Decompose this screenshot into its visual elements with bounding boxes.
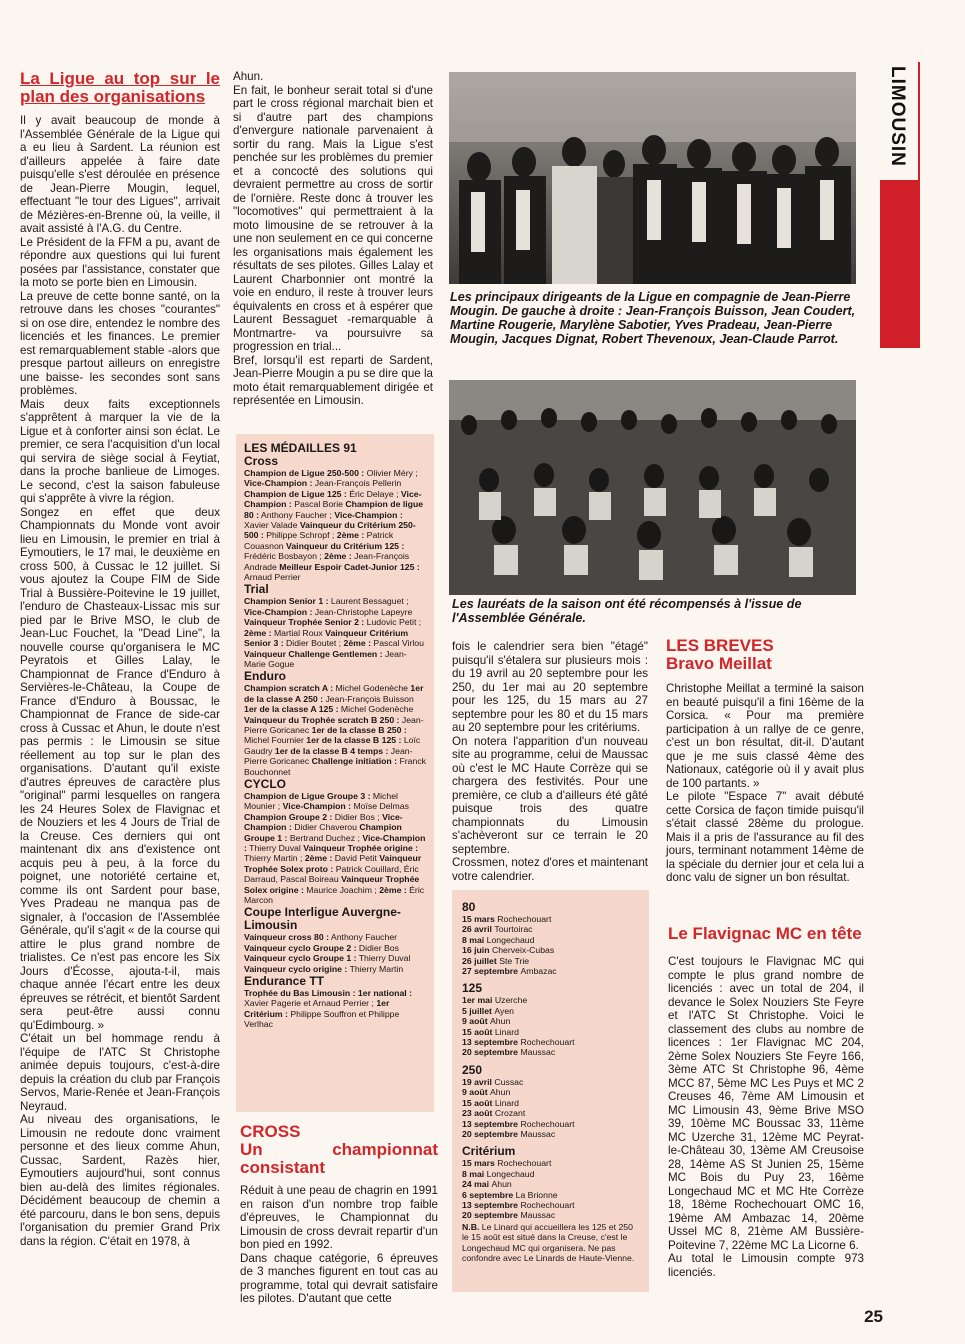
medal-winner: Ludovic Petit ; <box>364 617 422 628</box>
calendar-place: Rochechouart <box>497 1158 552 1169</box>
calendar-row <box>462 1087 640 1097</box>
medal-winner: Anthony Faucher <box>328 932 398 943</box>
medal-award: Vainqueur Challenge Gentlemen : <box>244 648 383 659</box>
medal-winner: Thierry Martin <box>347 963 404 974</box>
calendar-date: 6 septembre <box>462 1189 516 1200</box>
calendar-heading: Critérium <box>462 1144 516 1159</box>
medal-award: 2ème : <box>304 853 333 864</box>
medal-award: Vainqueur Trophée Senior 2 : <box>244 617 365 628</box>
medal-winner: Xavier Valade <box>244 520 300 531</box>
medal-award: Vainqueur du Trophée scratch B 250 : <box>244 714 400 725</box>
calendar-row <box>462 1037 640 1047</box>
medal-winner: Jean-Pierre Goricanec <box>244 745 413 767</box>
calendar-place: Ayen <box>494 1005 515 1016</box>
medal-winner: Jean-Christophe Lapeyre <box>312 606 413 617</box>
calendar-date: 13 septembre <box>462 1118 521 1129</box>
calendar-heading: 125 <box>462 981 483 996</box>
medal-winner: Jean-François Pellerin <box>312 478 402 489</box>
calendar-row <box>462 1200 640 1210</box>
medal-winner: Patrick Couillard, Éric Darraud, Pascal Boireau <box>244 863 419 885</box>
medal-winner: David Petit <box>332 853 380 864</box>
medal-winner: Maurice Joachim ; <box>303 884 380 895</box>
medal-award: Champion Groupe 2 : <box>244 811 333 822</box>
medal-winner: Jean-François Andrade <box>244 551 410 572</box>
calendar-row <box>462 1098 640 1108</box>
medal-award: Vice-Champion : <box>244 832 426 853</box>
calendar-row <box>462 935 640 945</box>
medal-award: 1er de la classe B 4 temps : <box>274 745 389 756</box>
section-label-text: LIMOUSIN <box>887 66 908 167</box>
calendar-place: Crozant <box>494 1108 526 1119</box>
article-col1 <box>20 70 220 1248</box>
photo-laureates-image <box>449 380 856 595</box>
medal-award: Vainqueur cross 80 : <box>244 932 329 943</box>
calendar-date: 15 août <box>462 1026 495 1037</box>
medal-winner: Thierry Duval <box>246 843 304 853</box>
calendar-row <box>462 1129 640 1139</box>
calendar-date: 26 avril <box>462 924 495 935</box>
calendar-date: 15 mars <box>462 1158 498 1169</box>
medals-section-body <box>244 683 426 777</box>
photo-officials <box>449 72 856 284</box>
calendar-place: Maussac <box>520 1128 556 1139</box>
medals-section-heading: Cross <box>244 454 279 468</box>
calendar-date: 9 août <box>462 1087 490 1098</box>
article-col3-body <box>452 640 648 883</box>
col3-paragraph: fois le calendrier sera bien "étagé" puisqu'il s'étalera sur plusieurs mois : du 19 avril au 20 septembre pour les 250, du 1er mai au 20 septembre pour les 125, du 15 mars au 27 septembre pour les 80 et du 15 mars au 20 septembre pour les critériums. <box>452 640 648 734</box>
cross-kicker: CROSS <box>240 1122 301 1141</box>
medal-award: Champion de Ligue 250-500 : <box>244 468 365 478</box>
article-col3 <box>452 640 648 883</box>
article-title: La Ligue au top sur le plan des organisations <box>20 69 220 106</box>
breves-kicker: LES BREVES <box>666 636 774 655</box>
medals-section-heading: Coupe Interligue Auvergne-Limousin <box>244 905 401 933</box>
medal-winner: Jean-Marie Gogue <box>244 648 407 669</box>
calendar-place: Ambazac <box>520 966 557 977</box>
medal-award: Vainqueur du Critérium 250-500 : <box>244 520 416 541</box>
calendar-place: Longechaud <box>486 1168 535 1179</box>
medal-award: Vainqueur Trophée Solex origine : <box>244 874 420 895</box>
medal-award: 2ème : <box>379 884 407 895</box>
medal-award: Trophée du Bas Limousin : <box>244 988 356 999</box>
calendar-date: 19 avril <box>462 1076 495 1087</box>
medal-winner: Pascal Virlou <box>371 638 424 649</box>
col1-paragraph: Songez en effet que deux Championnats du Monde vont avoir lieu en Limousin, le premier en trial à Eymoutiers, le 17 mai, le deuxième en cross 500, à Cussac le 12 juillet. Si vous ajoutez la Coupe FIM de Side Trial à Bussière-Poitevine le 19 juillet, l'enduro de Chasteaux-Lissac mis sur pied par le Brive MSO, le club de Jean-Luc Fouchet, la "Dead Line", la nouvelle course qu'organisera le MC Peyratois et Gilles Lalay, le Championnat de France d'Enduro à Servières-le-Château, la Coupe de France d'Enduro à Boussac, le Championnat de France de side-car cross à Cussac et Ahun, le doute n'est pas permis : le Limousin se situe réellement au top sur le plan des organisations. D'autant qu'il existe d'autres épreuves de caractère plus "original" parmi lesquelles on rangera les 24 Heures Solex de Flavignac et de Nouziers et les 4 Jours de Trial de la Creuse. Ces derniers qui ont maintenant dix ans d'existence ont acquis peu à peu, à la force du poignet, une notoriété certaine et, comme ils ont Sardent pour base, Yves Pradeau ne manqua pas de signaler, à l'occasion de l'Assemblée Générale, qu'il s'agit « de la course qui attire le plus grand nombre de trialistes. Ce n'est pas encore les Six Jours d'Écosse, ajouta-t-il, mais chaque année l'écart entre les deux épreuves se rétrécit, et bientôt Sardent sera peut-être aussi connu qu'Edimbourg. » <box>20 505 220 1032</box>
medal-winner: Laurent Bessaguet ; <box>328 596 409 607</box>
col3-paragraph: Crossmen, notez d'ores et maintenant votre calendrier. <box>452 856 648 883</box>
medals-section-heading: CYCLO <box>244 776 286 791</box>
col1-paragraph: La preuve de cette bonne santé, on la retrouve dans les choses "courantes" si on ose dire, entendez le nombre des licenciés et les finances. Le premier est remarquablement stable -alors que presque partout ailleurs on enregistre une baisse- les secondes sont sans problèmes. <box>20 289 220 397</box>
calendar-place: Ahun <box>490 1016 511 1027</box>
calendar-box <box>452 890 649 1292</box>
medal-award: Vice-Champion : <box>244 606 313 617</box>
calendar-place: Maussac <box>520 1210 556 1221</box>
calendar-date: 15 août <box>462 1097 495 1108</box>
medal-award: Champion Senior 1 : <box>244 596 329 607</box>
medal-winner: Philippe Souffron et Philippe Verlhac <box>244 1008 400 1030</box>
photo-laureates <box>449 380 856 595</box>
calendar-row <box>462 1119 640 1129</box>
medal-award: Challenge initiation : <box>311 756 398 767</box>
photo-laureates-caption: Les lauréats de la saison ont été récompensés à l'issue de l'Assemblée Générale. <box>452 597 802 625</box>
medal-winner: Didier Boutet ; <box>283 638 344 649</box>
medal-award: Vainqueur du Critérium 125 : <box>286 540 405 551</box>
medal-winner: Olivier Méry ; <box>364 468 418 478</box>
medals-box <box>236 434 434 1112</box>
calendar-place: Ahun <box>491 1179 512 1190</box>
calendar-date: 15 mars <box>462 914 498 924</box>
medal-award: Champion de ligue 80 : <box>244 499 424 520</box>
calendar-note-label: N.B. <box>462 1221 480 1232</box>
medal-award: Champion de Ligue 125 : <box>244 488 347 499</box>
medal-winner: Didier Chaverou <box>291 822 360 833</box>
calendar-place: Rochechouart <box>497 914 552 924</box>
medal-award: Champion Groupe 1 : <box>244 822 402 843</box>
calendar-place: Rochechouart <box>520 1118 575 1129</box>
medal-award: Vice-Champion : <box>334 509 403 520</box>
col3-paragraph: On notera l'apparition d'un nouveau site au programme, celui de Maussac où c'est le MC Haute Corrèze qui se chargera des festivités. Pour une première, ce club a d'ailleurs été gâté puisque trois des quatre championnats du Limousin s'achèveront sur ce terrain le 20 septembre. <box>452 734 648 856</box>
breves-title: Bravo Meillat <box>666 654 772 673</box>
calendar-heading: 250 <box>462 1062 483 1077</box>
calendar-date: 24 mai <box>462 1179 492 1190</box>
medal-award: Vice-Champion : <box>244 811 403 833</box>
calendar-row <box>462 1179 640 1189</box>
medal-winner: Jean-François Buisson <box>323 693 414 704</box>
calendar-row <box>462 1210 640 1220</box>
medal-award: Vainqueur Trophée origine : <box>303 843 419 853</box>
medal-award: 1er de la classe B 125 : <box>306 735 402 746</box>
calendar-place: Cussac <box>494 1076 524 1087</box>
medals-section-heading: Trial <box>244 582 269 597</box>
calendar-list <box>452 890 649 1263</box>
medal-award: 2ème : <box>336 530 365 541</box>
col1-paragraph: C'était un bel hommage rendu à l'équipe de l'ATC St Christophe animée depuis toujours, c'est-à-dire depuis la création du club par François Servos, Marie-Renée et Jean-François Neyraud. <box>20 1032 220 1113</box>
calendar-place: Uzerche <box>494 995 528 1006</box>
medals-section-body <box>244 791 426 905</box>
calendar-date: 8 mai <box>462 934 487 945</box>
calendar-row <box>462 1169 640 1179</box>
medal-winner: Bertrand Duchez ; <box>287 832 363 843</box>
calendar-row <box>462 995 640 1005</box>
flavignac-paragraph: Au total le Limousin compte 973 licenciés. <box>668 1252 864 1279</box>
calendar-row <box>462 1047 640 1057</box>
col1-paragraph: Le Président de la FFM a pu, avant de répondre aux questions qui lui furent posées par l'assistance, constater que la moto se porte bien en Limousin. <box>20 235 220 289</box>
medal-award: Vainqueur cyclo origine : <box>244 963 348 974</box>
medal-winner: Anthony Faucher ; <box>258 509 335 520</box>
col2-paragraph: En fait, le bonheur serait total si d'une part le cross régional marchait bien et si d'autre part des champions d'envergure nationale parvenaient à sortir du rang. Mais la Ligue s'est penchée sur les problèmes du premier et a concocté des solutions qui devraient permettre au cross de sortir de l'ornière. Reste donc à trouver les "locomotives" qui permettraient à la moto limousine de se retrouver à la une non seulement en ce qui concerne les organisations mais également les résultats de ses pilotes. Gilles Lalay et Laurent Charbonnier ont montré la voie en enduro, il reste à trouver leurs équivalents en cross et à espérer que Laurent Bessaguet -remarquable à Montmartre- va poursuivre sa progression en trial... <box>233 83 433 353</box>
medal-award: Vainqueur Critérium Senior 3 : <box>244 627 409 649</box>
medal-award: 1er Critérium : <box>244 998 390 1019</box>
calendar-date: 5 juillet <box>462 1005 495 1016</box>
medal-winner: Frédéric Bosbayon ; <box>244 551 325 562</box>
calendar-row <box>462 966 640 976</box>
cross-paragraph: Réduit à une peau de chagrin en 1991 en raison d'un nombre trop faible d'épreuves, le Championnat du Limousin de cross devrait repartir d'un bon pied en 1992. <box>240 1184 438 1251</box>
breves-paragraph: Christophe Meillat a terminé la saison en beauté puisqu'il a fini 16ème de la Corsica. « Pour ma première participation à un rallye de ce genre, c'est un bon résultat, dit-il. D'autant que je me suis classé 4ème des Nationaux, catégorie où il y avait plus de 100 partants. » <box>666 682 864 790</box>
calendar-place: Maussac <box>520 1047 556 1058</box>
medal-winner: Jean-Pierre Goricanec <box>244 714 424 735</box>
cross-body <box>240 1184 438 1306</box>
medal-award: 2ème : <box>244 627 272 638</box>
calendar-place: Tourtoirac <box>494 924 533 935</box>
calendar-date: 20 septembre <box>462 1047 521 1058</box>
calendar-date: 20 septembre <box>462 1210 521 1221</box>
photo-officials-image <box>449 72 856 284</box>
medal-award: Vainqueur cyclo Groupe 1 : <box>244 953 357 964</box>
medal-award: 1er de la classe A 250 : <box>244 683 424 704</box>
medals-section-body <box>244 468 426 582</box>
medal-winner: Didier Bos <box>356 942 399 953</box>
medals-section-body <box>244 596 426 669</box>
medal-award: Vice-Champion : <box>244 488 422 510</box>
medal-winner: Michel Godenèche <box>333 683 411 694</box>
calendar-heading: 80 <box>462 900 476 914</box>
calendar-place: Ahun <box>490 1087 511 1098</box>
medal-award: 1er de la classe B 250 : <box>311 724 407 735</box>
calendar-row <box>462 1077 640 1087</box>
cross-title: Un championnat consistant <box>240 1140 438 1177</box>
flavignac-title: Le Flavignac MC en tête <box>668 924 862 943</box>
calendar-row <box>462 924 640 934</box>
calendar-date: 1er mai <box>462 995 495 1006</box>
medal-winner: Éric Delaye ; <box>346 488 401 499</box>
cross-article <box>240 1123 438 1306</box>
photo-officials-caption: Les principaux dirigeants de la Ligue en compagnie de Jean-Pierre Mougin. De gauche à droite : Jean-François Buisson, Jean Coudert, Martine Rougerie, Marylène Sabotier, Yves Pradeau, Jean-Pierre Mougin, Jacques Dignat, Robert Thevenoux, Jean-Claude Parrot. <box>450 290 856 346</box>
medals-section-body <box>244 932 426 974</box>
medal-award: 2ème : <box>343 638 372 649</box>
calendar-note <box>462 1222 640 1264</box>
medal-winner: Michel Godenèche <box>338 704 414 715</box>
medal-award: Vice-Champion : <box>282 801 352 812</box>
flavignac-article <box>668 925 864 1279</box>
medal-winner: Xavier Pagerie et Arnaud Perrier ; <box>244 998 377 1009</box>
medal-winner: Didier Bos ; <box>332 811 383 822</box>
medal-award: Vice-Champion : <box>244 478 313 489</box>
calendar-row <box>462 1006 640 1016</box>
col1-paragraph: Il y avait beaucoup de monde à l'Assemblée Générale de la Ligue qui a eu lieu à Sardent. La réunion est d'ailleurs appelée à faire date puisqu'elle s'est déroulée en présence de Jean-Pierre Mougin, lequel, effectuant "le tour des Ligues", arrivait de Mézières-en-Brenne où, la veille, il avait assisté à l'A.G. du Centre. <box>20 114 220 235</box>
medal-winner: Michel Mounier ; <box>244 790 398 812</box>
col1-paragraph: Au niveau des organisations, le Limousin ne redoute donc vraiment personne et des lieux comme Ahun, Cussac, Sardent, Razès hier, Eymoutiers aujourd'hui, sont connus bien au-delà des limites régionales. Décidément beaucoup de chemin a été parcouru, dans le bon sens, depuis l'organisation du premier Grand Prix dans la région. C'était en 1978, à <box>20 1113 220 1248</box>
medal-winner: Éric Marcon <box>244 884 425 906</box>
calendar-row <box>462 1016 640 1026</box>
calendar-row <box>462 1158 640 1168</box>
calendar-date: 13 septembre <box>462 1199 521 1210</box>
calendar-row <box>462 1027 640 1037</box>
medal-award: Vainqueur Trophée Solex proto : <box>244 853 422 874</box>
calendar-date: 20 septembre <box>462 1128 521 1139</box>
calendar-place: Cherveix-Cubas <box>491 945 555 956</box>
cross-paragraph: Dans chaque catégorie, 6 épreuves de 3 manches figurent en tout cas au programme, total qui devrait satisfaire les pilotes. D'autant que cette <box>240 1251 438 1305</box>
medal-winner: Martial Roux <box>271 627 326 638</box>
calendar-date: 13 septembre <box>462 1037 521 1048</box>
flavignac-body <box>668 955 864 1279</box>
calendar-row <box>462 1108 640 1118</box>
calendar-place: Linard <box>494 1097 519 1108</box>
col2-paragraph: Ahun. <box>233 70 264 83</box>
medal-winner: Franck Bouchonnet <box>244 756 427 777</box>
calendar-place: La Brionne <box>515 1189 558 1200</box>
medal-winner: Michel Fournier <box>244 735 307 746</box>
medal-winner: Philippe Schropf ; <box>263 530 337 541</box>
page-number: 25 <box>864 1307 883 1326</box>
medal-winner: Loïc Gaudry <box>244 735 421 756</box>
medal-award: 1er national : <box>357 988 412 999</box>
calendar-row <box>462 945 640 955</box>
calendar-row <box>462 914 640 924</box>
calendar-date: 26 juillet <box>462 955 500 966</box>
calendar-place: Rochechouart <box>520 1199 575 1210</box>
col2-paragraph: Bref, lorsqu'il est reparti de Sardent, Jean-Pierre Mougin a pu se dire que la moto était remarquablement dirigée et représentée en Limousin. <box>233 353 433 407</box>
article-col2 <box>233 70 433 408</box>
calendar-date: 8 mai <box>462 1168 487 1179</box>
breves-article <box>666 637 864 885</box>
section-label <box>878 62 918 180</box>
calendar-date: 23 août <box>462 1108 495 1119</box>
medal-winner: Moïse Delmas <box>351 801 409 812</box>
col1-paragraph: Mais deux faits exceptionnels s'apprêtent à marquer la vie de la Ligue et à conforter ainsi son éclat. Le premier, ce sera l'acquisition d'un local qui servira de siège social à Feytiat, dans la proche banlieue de Limoges. Le second, c'est la saison fabuleuse qui s'apprête à vivre la région. <box>20 397 220 505</box>
article-col1-body <box>20 114 220 1248</box>
medal-award: Champion scratch A : <box>244 683 334 694</box>
medal-winner: Patrick Couasnon <box>244 530 394 551</box>
medals-list <box>236 434 434 1030</box>
calendar-date: 16 juin <box>462 945 492 956</box>
medals-section-heading: Enduro <box>244 669 286 684</box>
medal-winner: Thierry Martin ; <box>244 853 305 864</box>
calendar-date: 27 septembre <box>462 966 521 977</box>
calendar-place: Longechaud <box>486 934 535 945</box>
medals-section-body <box>244 988 426 1030</box>
medals-title: LES MÉDAILLES 91 <box>244 441 357 455</box>
calendar-place: Linard <box>494 1026 519 1037</box>
calendar-place: Rochechouart <box>520 1037 575 1048</box>
medal-winner: Pascal Borie <box>291 499 346 510</box>
medals-section-heading: Endurance TT <box>244 974 325 989</box>
calendar-row <box>462 956 640 966</box>
breves-paragraph: Le pilote "Espace 7" avait débuté cette Corsica de façon timide puisqu'il s'était classé 28ème du prologue. Mais il a pris de l'assurance au fil des jours, terminant notamment 14ème de la spéciale du dernier jour et cela lui a donc valu de signer un bon résultat. <box>666 790 864 884</box>
calendar-note-text: Le Linard qui accueillera les 125 et 250 le 15 août est situé dans la Creuse, c'est le Longechaud MC qui organisera. Ne pas confondre avec Le Linards de Haute-Vienne. <box>462 1221 635 1263</box>
medal-winner: Thierry Duval <box>356 953 411 964</box>
medal-award: Vainqueur cyclo Groupe 2 : <box>244 942 357 953</box>
calendar-date: 9 août <box>462 1016 490 1027</box>
medal-winner: Arnaud Perrier <box>244 572 301 583</box>
medal-award: 2ème : <box>324 551 352 562</box>
medal-award: Champion de Ligue Groupe 3 : <box>244 790 371 801</box>
flavignac-paragraph: C'est toujours le Flavignac MC qui compte le plus grand nombre de licenciés : avec un total de 204, il devance le Solex Nouziers Ste Feyre et l'ATC St Christophe. Voici le classement des clubs au nombre de licences : 1er Flavignac MC 204, 2ème Solex Nouziers Ste Feyre 166, 3ème ATC St Christophe 96, 4ème MCC 87, 5ème MC Les Puys et MC 2 Creuses 46, 7ème AM Limousin et MC Limousin 43, 9ème Brive MSO 39, 10ème MC Boussac 33, 11ème MC Uzerche 31, 12ème MC Peyrat-le-Château 30, 13ème AM Creusoise 28, 14ème AS St Junien 25, 15ème MC Bois du Puy 23, 16ème Longechaud MC et MC Hte Corrèze 18, 18ème Rochechouart OMC 16, 19ème AM Ambazac 14, 20ème Ussel MC 8, 21ème AM Bussière-Poitevine 7, 22ème MC La Licorne 6. <box>668 955 864 1252</box>
calendar-row <box>462 1190 640 1200</box>
medal-award: Meilleur Espoir Cadet-Junior 125 : <box>279 561 420 572</box>
calendar-place: Ste Trie <box>499 955 530 966</box>
medal-award: 1er de la classe A 125 : <box>244 704 339 715</box>
article-col2-body <box>233 70 433 408</box>
breves-body <box>666 682 864 885</box>
